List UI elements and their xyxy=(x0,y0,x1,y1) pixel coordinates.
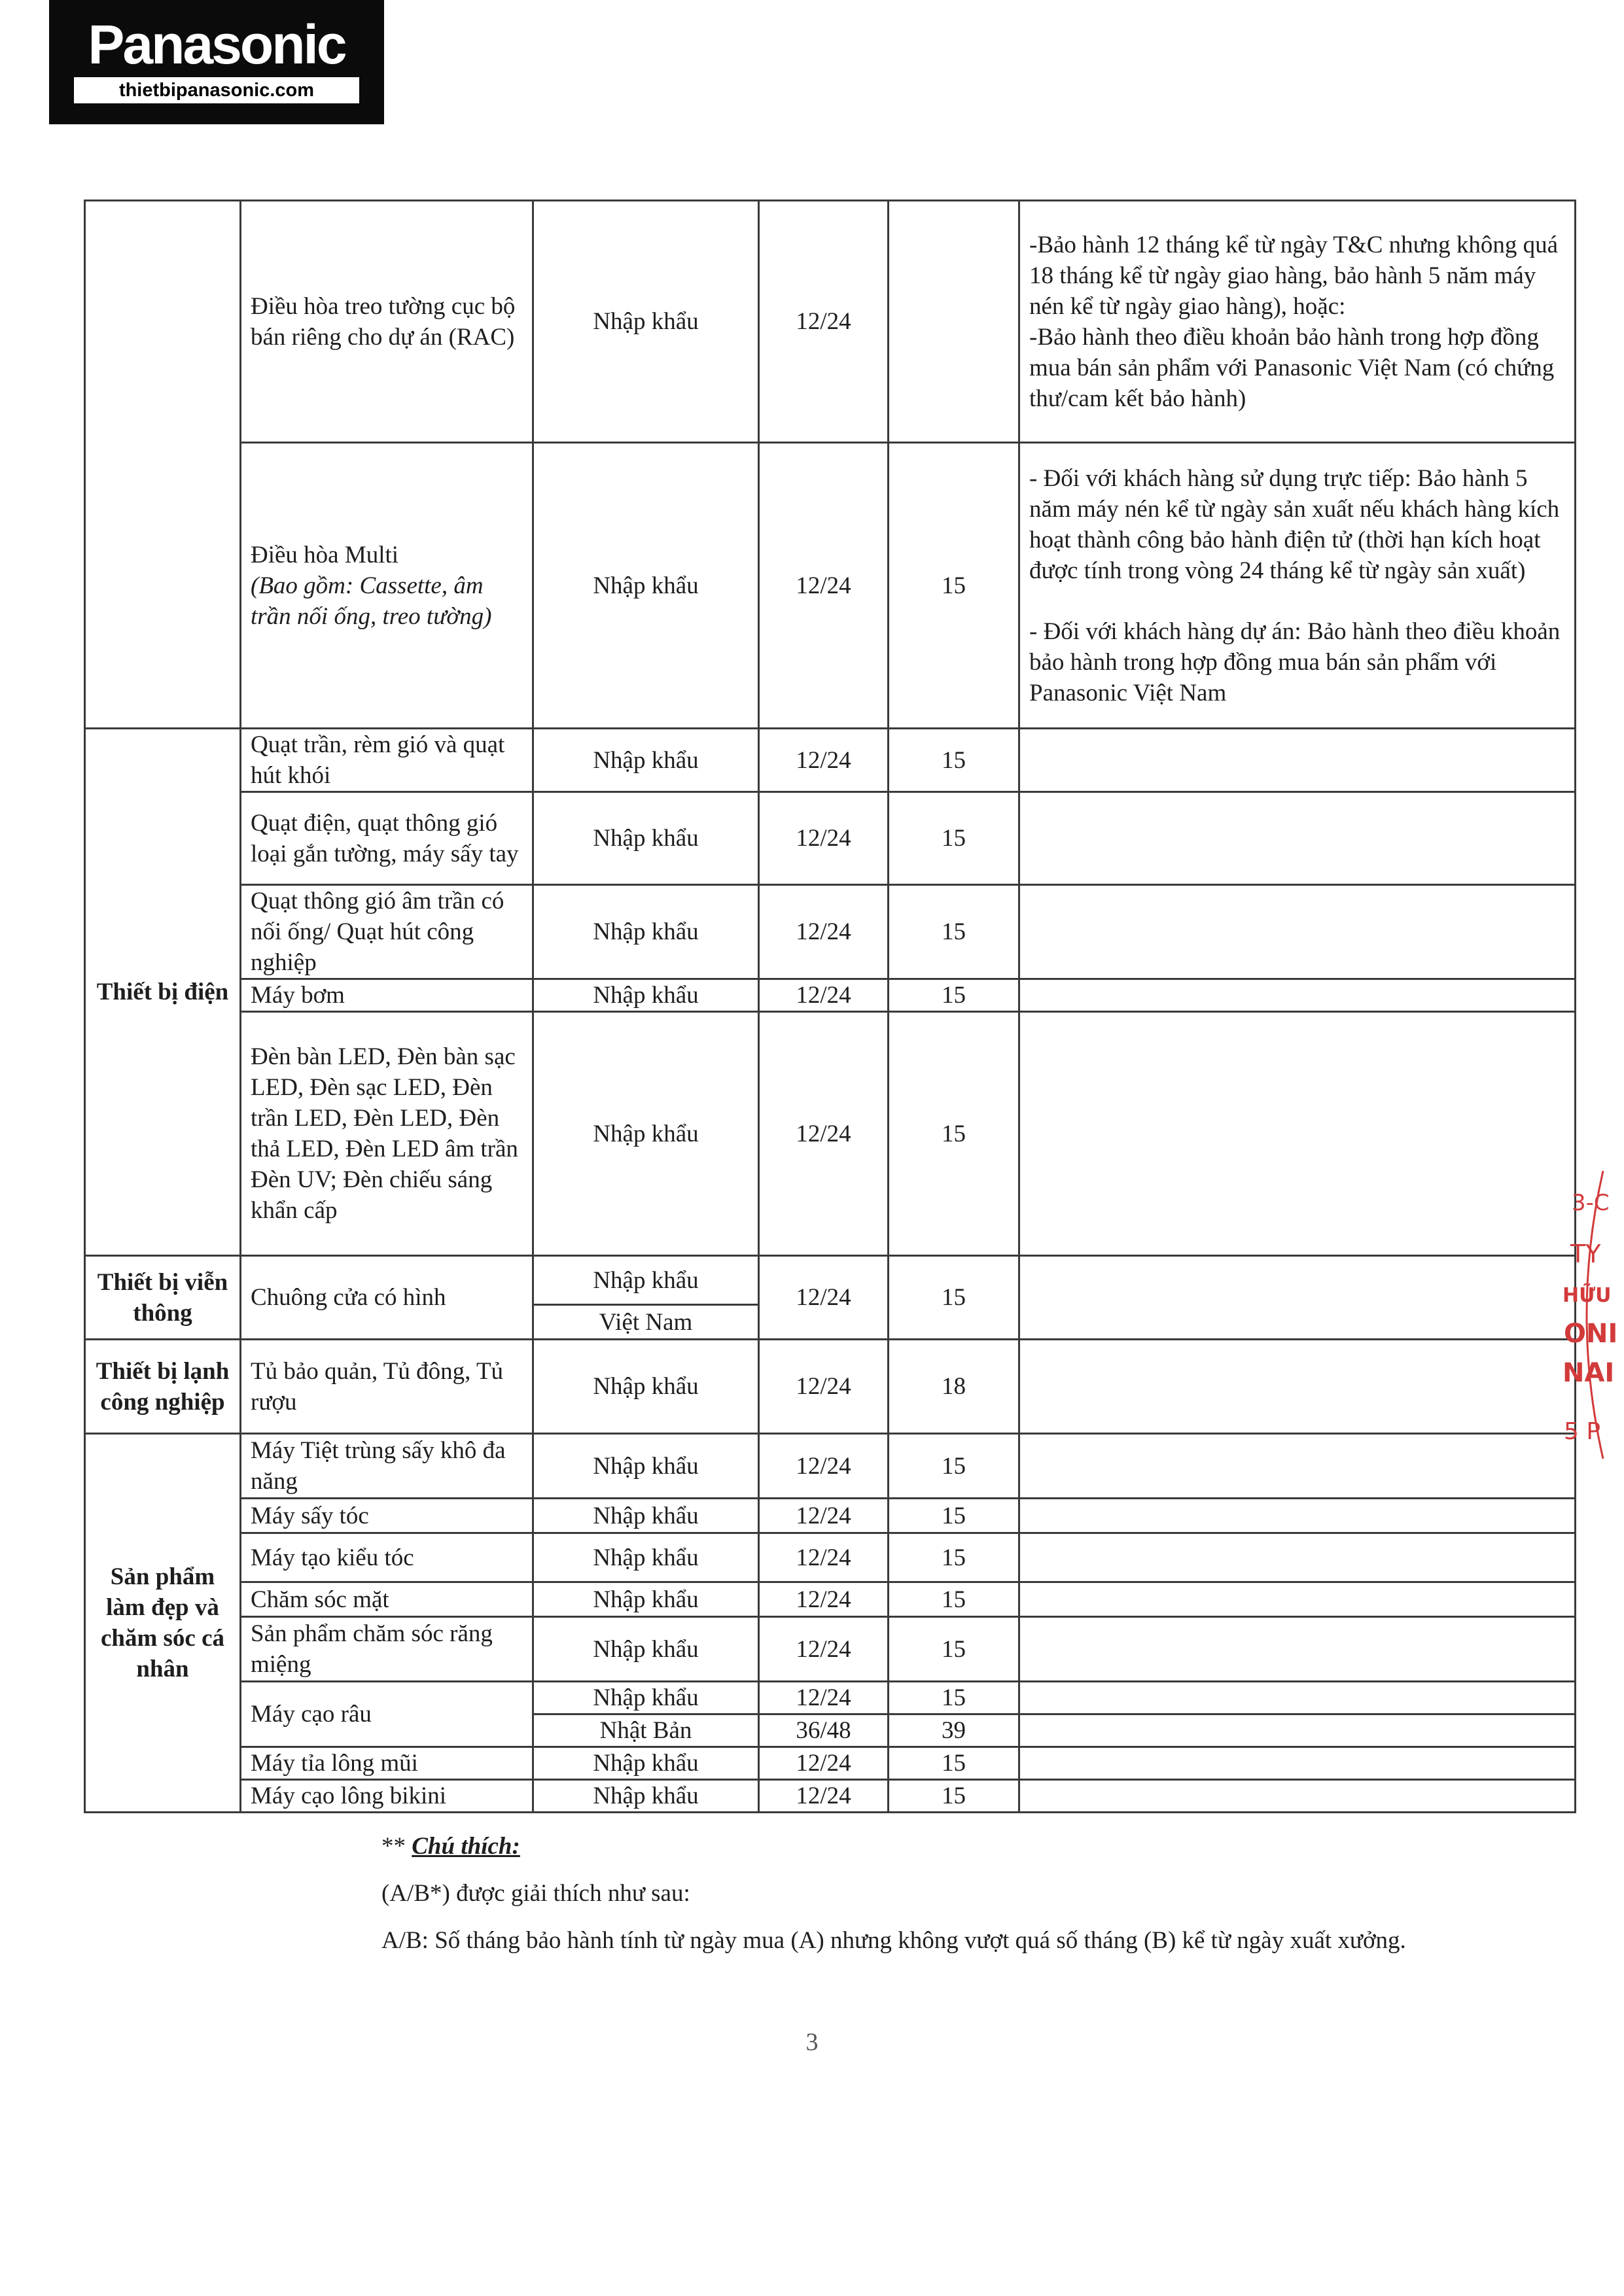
stamp-text: 3-C xyxy=(1572,1190,1610,1216)
group-electric: Thiết bị điện xyxy=(85,729,241,1256)
table-row xyxy=(85,1434,1576,1499)
origin-cell: Nhập khẩu xyxy=(533,1533,759,1582)
warranty-cell: 12/24 xyxy=(759,1256,889,1340)
product-name: Chuông cửa có hình xyxy=(241,1256,533,1340)
months-cell: 15 xyxy=(889,1499,1019,1533)
note-cell xyxy=(1019,1617,1576,1682)
months-cell: 15 xyxy=(889,1012,1019,1256)
warranty-cell: 12/24 xyxy=(759,1682,889,1714)
stamp-text: ONI xyxy=(1564,1319,1618,1349)
warranty-cell: 12/24 xyxy=(759,1533,889,1582)
months-cell: 15 xyxy=(889,443,1019,729)
warranty-table xyxy=(84,200,1576,1813)
months-cell: 15 xyxy=(889,979,1019,1012)
warranty-cell: 12/24 xyxy=(759,1499,889,1533)
note-cell xyxy=(1019,1714,1576,1747)
table-row xyxy=(85,1682,1576,1714)
table-row xyxy=(85,1256,1576,1305)
note-cell xyxy=(1019,885,1576,979)
logo-url: thietbipanasonic.com xyxy=(74,77,359,103)
group-cell-empty xyxy=(85,201,241,729)
product-name: Quạt trần, rèm gió và quạt hút khói xyxy=(241,729,533,792)
stamp-text: 5 P xyxy=(1564,1418,1601,1445)
origin-cell: Nhập khẩu xyxy=(533,443,759,729)
product-name: Chăm sóc mặt xyxy=(241,1582,533,1617)
origin-cell: Nhật Bản xyxy=(533,1714,759,1747)
note-cell xyxy=(1019,201,1576,443)
months-cell: 15 xyxy=(889,729,1019,792)
product-name: Máy Tiệt trùng sấy khô đa năng xyxy=(241,1434,533,1499)
months-cell: 15 xyxy=(889,1434,1019,1499)
note-cell xyxy=(1019,1434,1576,1499)
months-cell: 15 xyxy=(889,1582,1019,1617)
warranty-cell: 12/24 xyxy=(759,1340,889,1434)
warranty-cell: 12/24 xyxy=(759,729,889,792)
origin-cell: Nhập khẩu xyxy=(533,1434,759,1499)
warranty-cell: 12/24 xyxy=(759,1617,889,1682)
note-cell xyxy=(1019,1582,1576,1617)
table-row xyxy=(85,885,1576,979)
stamp-text: NAI xyxy=(1562,1358,1615,1388)
product-name-sub: (Bao gồm: Cassette, âm trần nối ống, treo tường) xyxy=(251,572,492,630)
note-line: - Đối với khách hàng sử dụng trực tiếp: Bảo hành 5 năm máy nén kể từ ngày sản xuất nếu khách hàng kích hoạt thành công bảo hành điện tử (thời hạn kích hoạt được tính trong vòng 24 tháng kể từ ngày sản xuất) xyxy=(1029,464,1560,584)
group-fridge: Thiết bị lạnh công nghiệp xyxy=(85,1340,241,1434)
note-cell xyxy=(1019,1533,1576,1582)
product-name: Máy bơm xyxy=(241,979,533,1012)
table-row xyxy=(85,979,1576,1012)
note-cell xyxy=(1019,792,1576,885)
months-cell: 15 xyxy=(889,1682,1019,1714)
note-cell xyxy=(1019,1682,1576,1714)
months-cell: 15 xyxy=(889,885,1019,979)
origin-cell: Nhập khẩu xyxy=(533,1582,759,1617)
table-row xyxy=(85,1340,1576,1434)
note-cell xyxy=(1019,1499,1576,1533)
footnote-heading xyxy=(381,1832,1406,1862)
warranty-cell: 12/24 xyxy=(759,1582,889,1617)
panasonic-logo xyxy=(49,0,384,124)
warranty-cell: 12/24 xyxy=(759,201,889,443)
warranty-cell: 12/24 xyxy=(759,443,889,729)
origin-cell: Nhập khẩu xyxy=(533,1682,759,1714)
note-cell xyxy=(1019,1256,1576,1340)
origin-cell: Nhập khẩu xyxy=(533,1340,759,1434)
product-name: Máy tạo kiểu tóc xyxy=(241,1533,533,1582)
note-cell xyxy=(1019,1747,1576,1780)
months-cell: 15 xyxy=(889,1533,1019,1582)
months-cell: 15 xyxy=(889,1256,1019,1340)
stamp-text: HỮU xyxy=(1562,1284,1612,1307)
product-name: Quạt thông gió âm trần có nối ống/ Quạt hút công nghiệp xyxy=(241,885,533,979)
stamp-text: TY xyxy=(1570,1240,1601,1268)
warranty-cell: 12/24 xyxy=(759,1434,889,1499)
company-stamp xyxy=(1557,1171,1623,1459)
product-name: Quạt điện, quạt thông gió loại gắn tường, máy sấy tay xyxy=(241,792,533,885)
note-cell xyxy=(1019,1012,1576,1256)
group-beauty: Sản phẩm làm đẹp và chăm sóc cá nhân xyxy=(85,1434,241,1813)
product-name: Sản phẩm chăm sóc răng miệng xyxy=(241,1617,533,1682)
table-row xyxy=(85,1499,1576,1533)
warranty-cell: 12/24 xyxy=(759,1747,889,1780)
product-name-main: Điều hòa Multi xyxy=(251,541,399,568)
note-cell xyxy=(1019,729,1576,792)
origin-cell: Nhập khẩu xyxy=(533,729,759,792)
months-cell: 18 xyxy=(889,1340,1019,1434)
group-telecom: Thiết bị viễn thông xyxy=(85,1256,241,1340)
warranty-cell: 36/48 xyxy=(759,1714,889,1747)
page-number: 3 xyxy=(805,2028,819,2056)
table-row xyxy=(85,1012,1576,1256)
warranty-cell: 12/24 xyxy=(759,1012,889,1256)
table-row xyxy=(85,1617,1576,1682)
months-cell: 15 xyxy=(889,1747,1019,1780)
note-cell xyxy=(1019,979,1576,1012)
table-row xyxy=(85,201,1576,443)
origin-cell: Nhập khẩu xyxy=(533,1499,759,1533)
logo-brand: Panasonic xyxy=(88,14,345,75)
origin-cell: Nhập khẩu xyxy=(533,1617,759,1682)
table-row xyxy=(85,1533,1576,1582)
note-cell xyxy=(1019,1780,1576,1813)
footnote-title: Chú thích: xyxy=(412,1833,520,1860)
note-cell xyxy=(1019,1340,1576,1434)
table-row xyxy=(85,729,1576,792)
origin-cell: Nhập khẩu xyxy=(533,1780,759,1813)
footnote-prefix: ** xyxy=(381,1833,412,1860)
note-line: -Bảo hành theo điều khoản bảo hành trong hợp đồng mua bán sản phẩm với Panasonic Việt Nam (có chứng thư/cam kết bảo hành) xyxy=(1029,323,1555,412)
footnote-line: A/B: Số tháng bảo hành tính từ ngày mua (A) nhưng không vượt quá số tháng (B) kể từ ngày xuất xưởng. xyxy=(381,1927,1406,1954)
product-name: Đèn bàn LED, Đèn bàn sạc LED, Đèn sạc LED, Đèn trần LED, Đèn LED, Đèn thả LED, Đèn LED âm trần Đèn UV; Đèn chiếu sáng khẩn cấp xyxy=(241,1012,533,1256)
warranty-cell: 12/24 xyxy=(759,979,889,1012)
note-line: - Đối với khách hàng dự án: Bảo hành theo điều khoản bảo hành trong hợp đồng mua bán sản phẩm với Panasonic Việt Nam xyxy=(1029,617,1561,706)
footnote-line: (A/B*) được giải thích như sau: xyxy=(381,1880,690,1907)
months-cell: 15 xyxy=(889,792,1019,885)
origin-cell: Việt Nam xyxy=(533,1305,759,1340)
product-name: Máy cạo lông bikini xyxy=(241,1780,533,1813)
warranty-cell: 12/24 xyxy=(759,885,889,979)
origin-cell: Nhập khẩu xyxy=(533,1747,759,1780)
product-name: Máy sấy tóc xyxy=(241,1499,533,1533)
months-cell: 15 xyxy=(889,1780,1019,1813)
months-cell xyxy=(889,201,1019,443)
product-name xyxy=(241,443,533,729)
note-line: -Bảo hành 12 tháng kể từ ngày T&C nhưng không quá 18 tháng kể từ ngày giao hàng, bảo hành 5 năm máy nén kể từ ngày giao hàng), hoặc: xyxy=(1029,231,1559,320)
months-cell: 39 xyxy=(889,1714,1019,1747)
origin-cell: Nhập khẩu xyxy=(533,1012,759,1256)
months-cell: 15 xyxy=(889,1617,1019,1682)
footnotes xyxy=(381,1832,1406,1973)
table-row xyxy=(85,443,1576,729)
warranty-cell: 12/24 xyxy=(759,792,889,885)
origin-cell: Nhập khẩu xyxy=(533,1256,759,1305)
origin-cell: Nhập khẩu xyxy=(533,201,759,443)
product-name: Tủ bảo quản, Tủ đông, Tủ rượu xyxy=(241,1340,533,1434)
product-name: Máy tỉa lông mũi xyxy=(241,1747,533,1780)
table-row xyxy=(85,1747,1576,1780)
origin-cell: Nhập khẩu xyxy=(533,885,759,979)
table-row xyxy=(85,792,1576,885)
warranty-cell: 12/24 xyxy=(759,1780,889,1813)
product-name: Điều hòa treo tường cục bộ bán riêng cho dự án (RAC) xyxy=(241,201,533,443)
origin-cell: Nhập khẩu xyxy=(533,792,759,885)
origin-cell: Nhập khẩu xyxy=(533,979,759,1012)
table-row xyxy=(85,1780,1576,1813)
product-name: Máy cạo râu xyxy=(241,1682,533,1747)
table-row xyxy=(85,1582,1576,1617)
note-cell xyxy=(1019,443,1576,729)
